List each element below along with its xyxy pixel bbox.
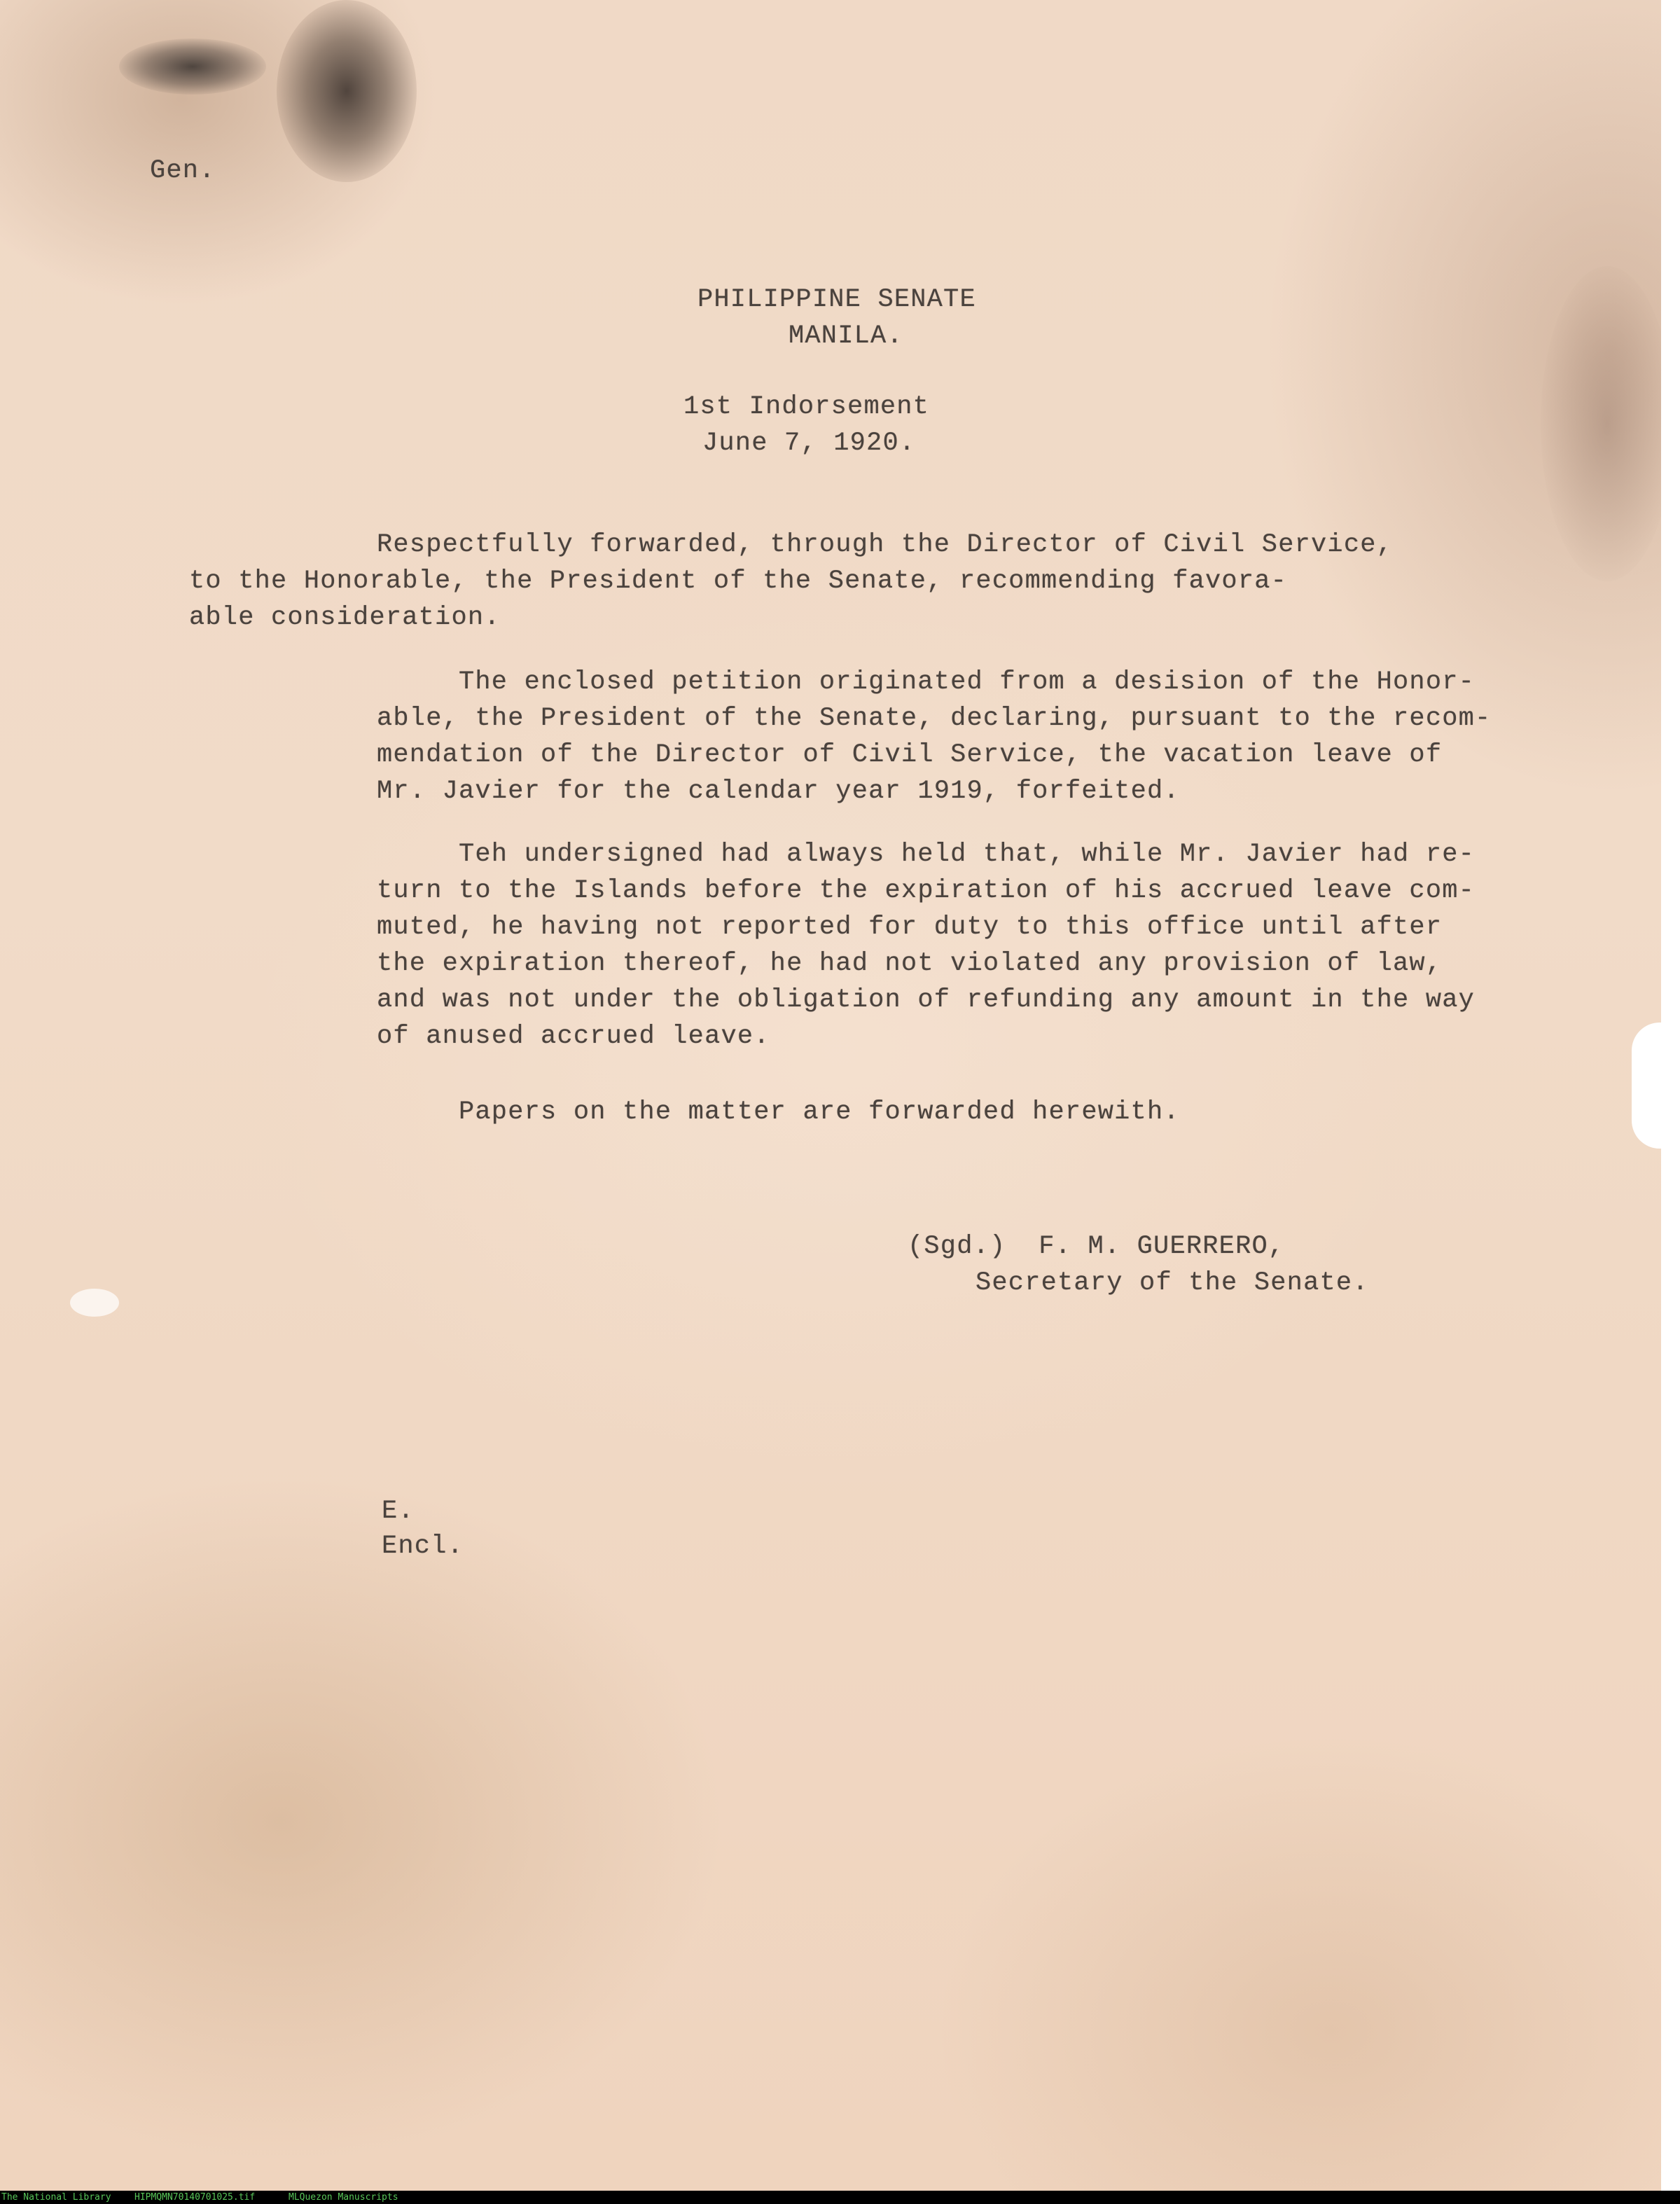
footer-collection: MLQuezon Manuscripts: [289, 2192, 398, 2203]
water-stain: [1541, 266, 1674, 581]
paragraph-line: able, the President of the Senate, declaring, pursuant to the recom-: [377, 704, 1492, 733]
signature-name: (Sgd.) F. M. GUERRERO,: [908, 1232, 1285, 1261]
paragraph-forwarding: [189, 527, 1394, 636]
paragraph-line: Mr. Javier for the calendar year 1919, forfeited.: [377, 777, 1180, 806]
paragraph-petition: [377, 664, 1491, 810]
letterhead-city: MANILA.: [789, 321, 903, 351]
paragraph-line: Respectfully forwarded, through the Director of Civil Service,: [377, 530, 1394, 560]
ink-stain: [277, 0, 417, 182]
paragraph-line: mendation of the Director of Civil Service, the vacation leave of: [377, 740, 1443, 770]
paragraph-line: muted, he having not reported for duty to this office until after: [377, 913, 1443, 942]
document-date: June 7, 1920.: [702, 429, 916, 458]
indorsement-title: 1st Indorsement: [683, 392, 930, 422]
torn-edge: [1632, 1023, 1680, 1149]
paper-damage: [70, 1289, 119, 1317]
paragraph-line: the expiration thereof, he had not violated any provision of law,: [377, 949, 1443, 978]
paragraph-line: Papers on the matter are forwarded herewith.: [459, 1097, 1180, 1127]
paragraph-line: to the Honorable, the President of the Senate, recommending favora-: [189, 567, 1288, 596]
paragraph-line: able consideration.: [189, 603, 501, 632]
footer-library: The National Library: [1, 2192, 111, 2203]
paragraph-line: The enclosed petition originated from a desision of the Honor-: [459, 667, 1476, 697]
ink-stain: [119, 39, 266, 95]
paragraph-line: Teh undersigned had always held that, while Mr. Javier had re-: [459, 840, 1476, 869]
paragraph-line: of anused accrued leave.: [377, 1022, 770, 1051]
enclosure-note: Encl.: [382, 1532, 464, 1561]
file-reference: Gen.: [150, 156, 216, 186]
paragraph-position: [377, 836, 1475, 1055]
paragraph-line: and was not under the obligation of refunding any amount in the way: [377, 985, 1476, 1015]
paragraph-papers: [377, 1094, 1180, 1130]
paragraph-line: turn to the Islands before the expiration of his accrued leave com-: [377, 876, 1476, 906]
typist-initials: E.: [382, 1497, 415, 1526]
signature-title: Secretary of the Senate.: [976, 1268, 1369, 1298]
letterhead-heading: PHILIPPINE SENATE: [697, 285, 976, 314]
footer-filename: HIPMQMN70140701025.tif: [134, 2192, 256, 2203]
